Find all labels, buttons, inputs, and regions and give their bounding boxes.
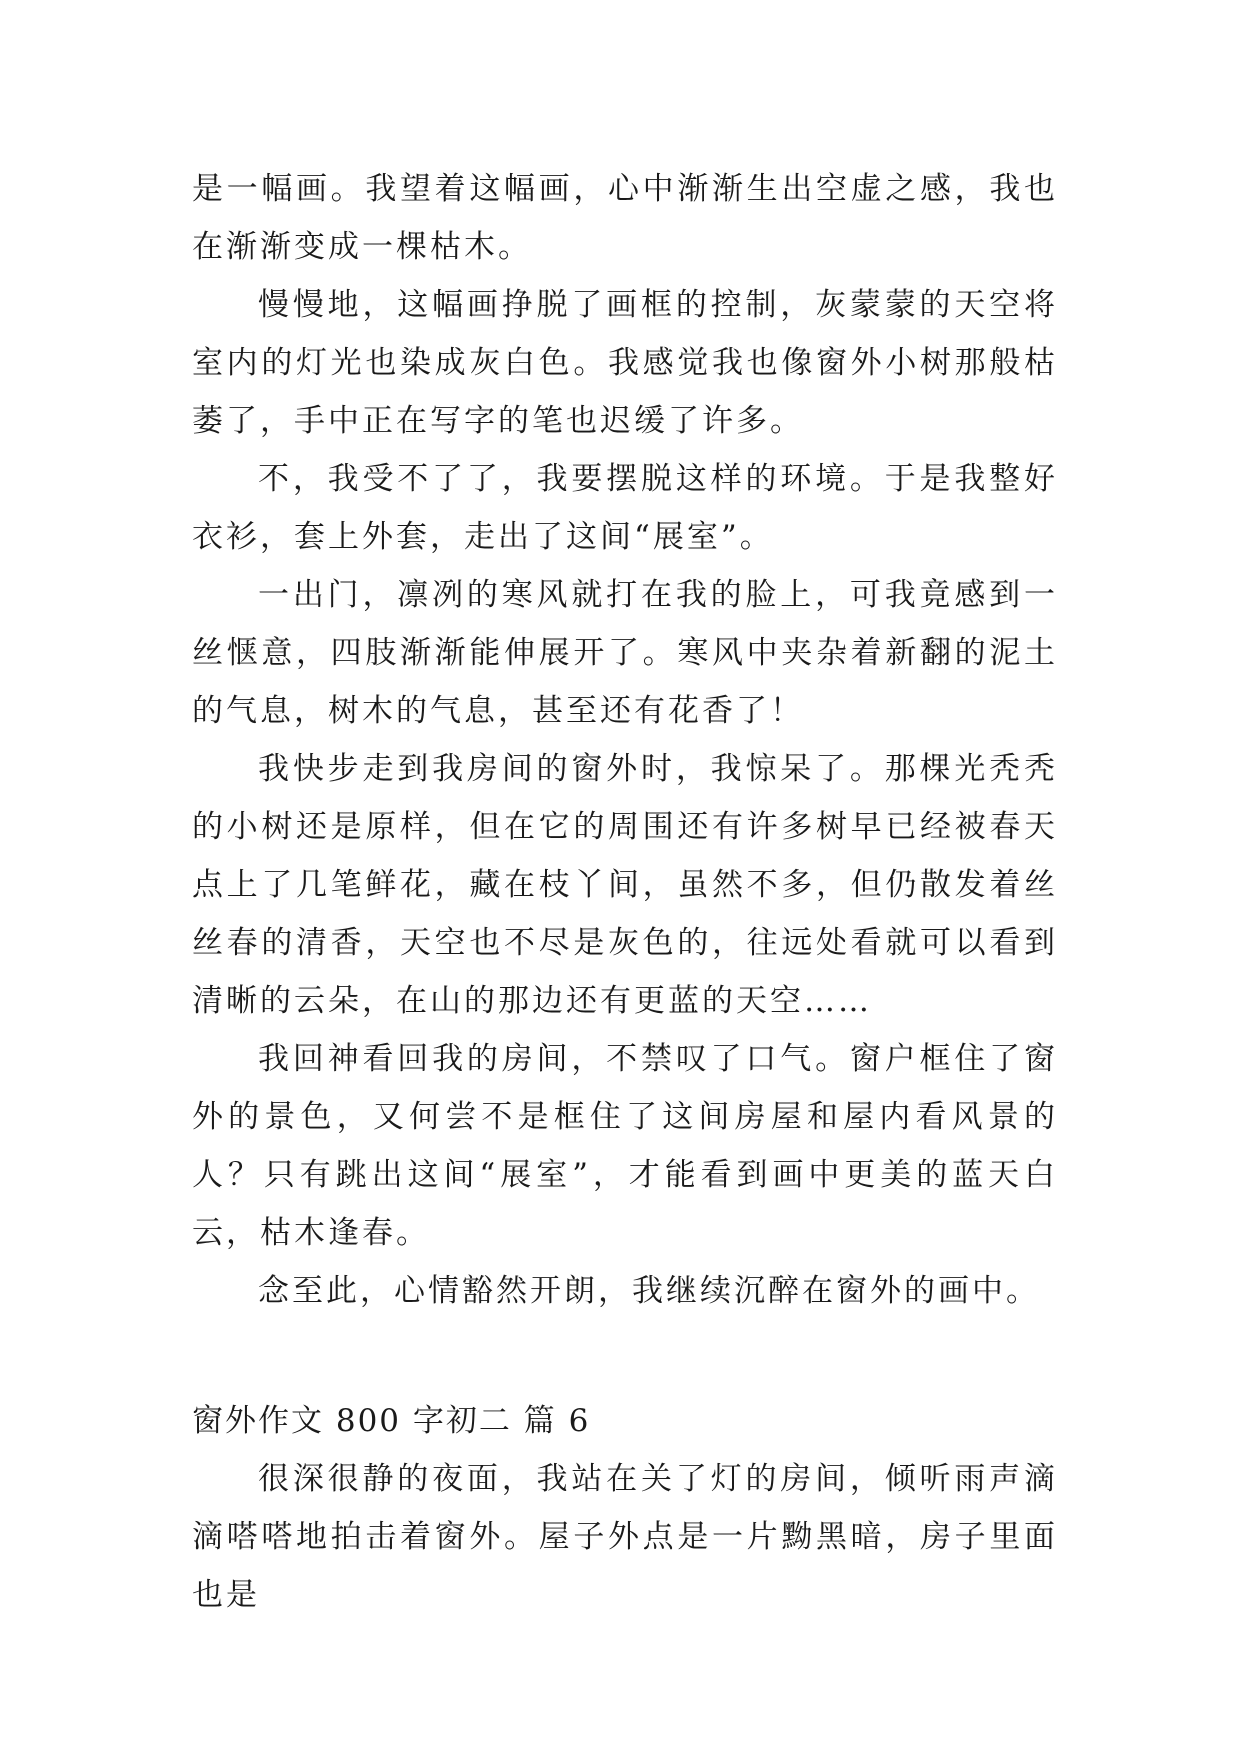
paragraph-4: 一出门，凛冽的寒风就打在我的脸上，可我竟感到一丝惬意，四肢渐渐能伸展开了。寒风中夹杂着新翻的泥土的气息，树木的气息，甚至还有花香了！	[192, 577, 1058, 729]
paragraph-1: 是一幅画。我望着这幅画，心中渐渐生出空虚之感，我也在渐渐变成一棵枯木。	[192, 171, 1058, 265]
document-page	[192, 160, 1058, 1624]
paragraph-5: 我快步走到我房间的窗外时，我惊呆了。那棵光秃秃的小树还是原样，但在它的周围还有许多树早已经被春天点上了几笔鲜花，藏在枝丫间，虽然不多，但仍散发着丝丝春的清香，天空也不尽是灰色的，往远处看就可以看到清晰的云朵，在山的那边还有更蓝的天空……	[192, 751, 1058, 1019]
paragraph-3: 不，我受不了了，我要摆脱这样的环境。于是我整好衣衫，套上外套，走出了这间“展室”。	[192, 461, 1058, 555]
paragraph-8: 很深很静的夜面，我站在关了灯的房间，倾听雨声滴滴嗒嗒地拍击着窗外。屋子外点是一片黝黑暗，房子里面也是	[192, 1461, 1058, 1613]
paragraph-2: 慢慢地，这幅画挣脱了画框的控制，灰蒙蒙的天空将室内的灯光也染成灰白色。我感觉我也像窗外小树那般枯萎了，手中正在写字的笔也迟缓了许多。	[192, 287, 1058, 439]
paragraph-7: 念至此，心情豁然开朗，我继续沉醉在窗外的画中。	[258, 1273, 1040, 1309]
section-heading: 窗外作文 800 字初二 篇 6	[192, 1403, 591, 1439]
paragraph-6: 我回神看回我的房间，不禁叹了口气。窗户框住了窗外的景色，又何尝不是框住了这间房屋和屋内看风景的人？只有跳出这间“展室”，才能看到画中更美的蓝天白云，枯木逢春。	[192, 1041, 1058, 1251]
